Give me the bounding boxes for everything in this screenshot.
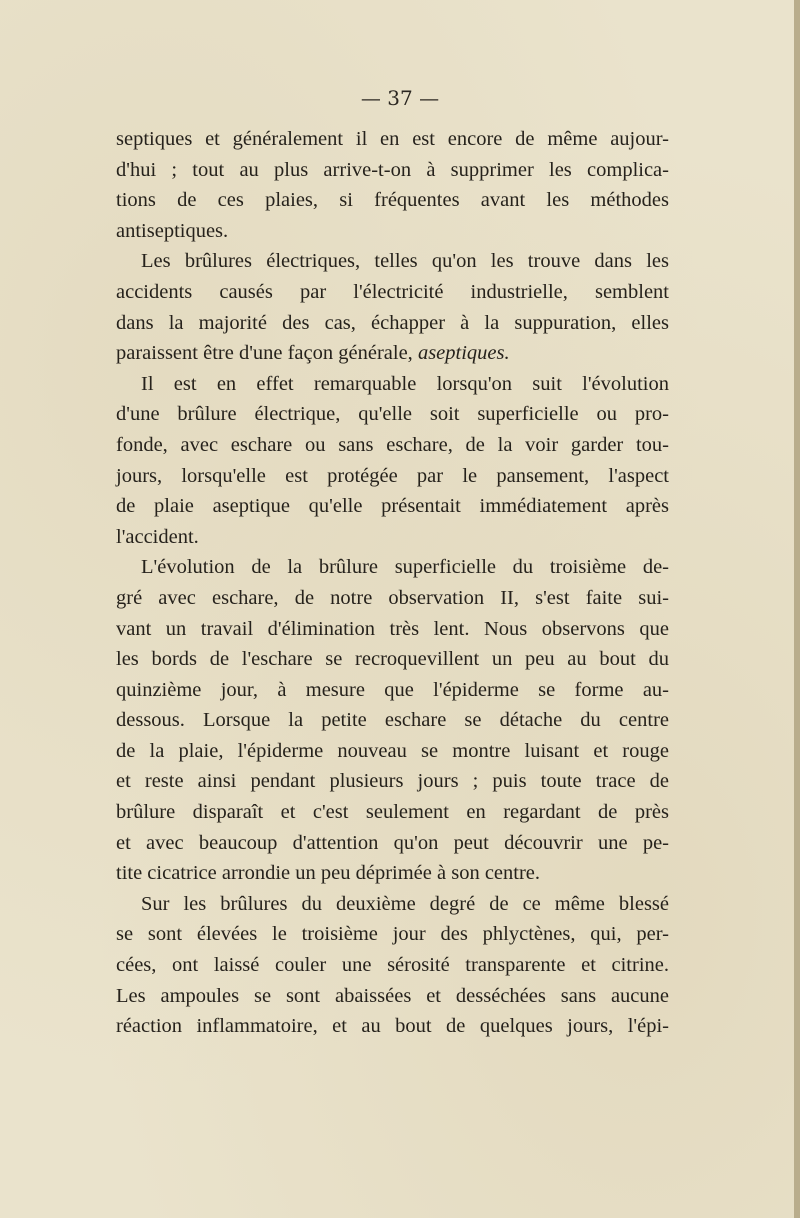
text-line: accidents causés par l'électricité industrielle, semblent — [116, 280, 669, 303]
text-line: d'hui ; tout au plus arrive-t-on à supprimer les complica- — [116, 158, 669, 181]
text-line: Les brûlures électriques, telles qu'on les trouve dans les — [141, 250, 669, 273]
page-number: — 37 — — [360, 86, 440, 110]
text-line: Il est en effet remarquable lorsqu'on suit l'évolution — [141, 372, 669, 395]
text-line: l'accident. — [116, 525, 199, 548]
text-line: d'une brûlure électrique, qu'elle soit superficielle ou pro- — [116, 403, 669, 426]
text-line: dessous. Lorsque la petite eschare se détache du centre — [116, 709, 669, 732]
body-text — [116, 124, 669, 1042]
emphasis-text: aseptiques. — [417, 342, 510, 365]
text-line: brûlure disparaît et c'est seulement en regardant de près — [116, 801, 669, 824]
text-line: Sur les brûlures du deuxième degré de ce même blessé — [141, 892, 669, 915]
text-line: jours, lorsqu'elle est protégée par le pansement, l'aspect — [116, 464, 669, 487]
text-line: les bords de l'eschare se recroquevillent un peu au bout du — [116, 648, 669, 671]
text-line: Les ampoules se sont abaissées et desséchées sans aucune — [116, 984, 669, 1007]
text-line: de plaie aseptique qu'elle présentait immédiatement après — [116, 495, 669, 518]
text-line: septiques et généralement il en est encore de même aujour- — [116, 128, 669, 150]
text-line: et avec beaucoup d'attention qu'on peut découvrir une pe- — [116, 831, 669, 854]
text-line: tite cicatrice arrondie un peu déprimée à son centre. — [116, 862, 541, 885]
text-line: fonde, avec eschare ou sans eschare, de la voir garder tou- — [116, 433, 669, 456]
text-line: antiseptiques. — [116, 219, 229, 242]
text-line: se sont élevées le troisième jour des phlyctènes, qui, per- — [116, 923, 669, 946]
text-line: tions de ces plaies, si fréquentes avant les méthodes — [116, 189, 669, 212]
text-line: quinzième jour, à mesure que l'épiderme se forme au- — [116, 678, 669, 701]
page-edge — [794, 0, 800, 1218]
text-line: et reste ainsi pendant plusieurs jours ; puis toute trace de — [116, 770, 669, 793]
text-line: dans la majorité des cas, échapper à la suppuration, elles — [116, 311, 669, 334]
text-line: vant un travail d'élimination très lent. Nous observons que — [116, 617, 669, 640]
text-line: cées, ont laissé couler une sérosité transparente et citrine. — [116, 954, 669, 977]
text-line: de la plaie, l'épiderme nouveau se montre luisant et rouge — [116, 739, 669, 762]
text-line: réaction inflammatoire, et au bout de quelques jours, l'épi- — [116, 1015, 669, 1038]
text-line: L'évolution de la brûlure superficielle du troisième de- — [141, 556, 669, 579]
text-run: paraissent être d'une façon générale, — [116, 342, 413, 365]
text-line — [116, 338, 669, 369]
text-line: gré avec eschare, de notre observation II, s'est faite sui- — [116, 586, 669, 609]
